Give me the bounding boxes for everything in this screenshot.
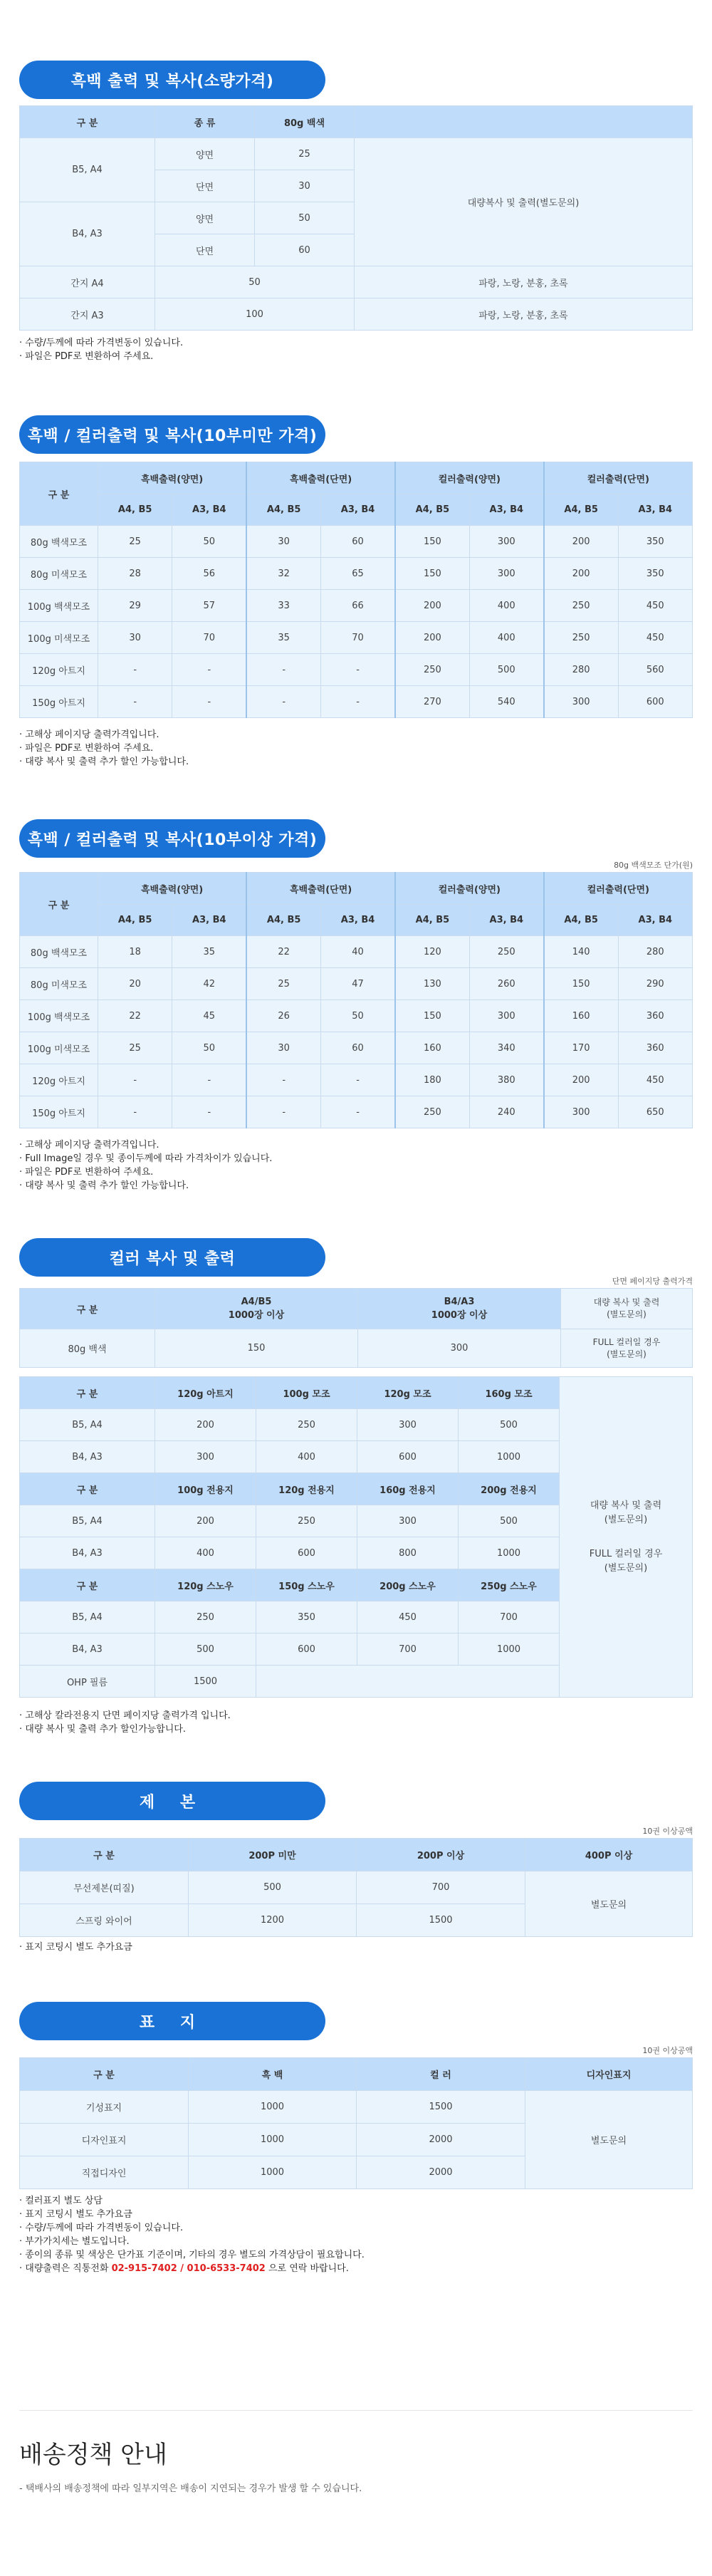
row-label: 직접디자인 bbox=[20, 2156, 189, 2189]
spacer bbox=[560, 1527, 692, 1547]
price-cell: 290 bbox=[618, 968, 692, 1000]
price-cell: 350 bbox=[618, 526, 692, 558]
price-cell: 380 bbox=[469, 1064, 543, 1096]
sub-header: A4, B5 bbox=[98, 494, 172, 526]
price-cell: - bbox=[172, 686, 246, 718]
price-cell: 360 bbox=[618, 1000, 692, 1032]
price-cell: 33 bbox=[246, 590, 320, 622]
section-title-over10: 흑백 / 컬러출력 및 복사(10부이상 가격) bbox=[19, 819, 325, 858]
unit-note: 단면 페이지당 출력가격 bbox=[612, 1277, 693, 1286]
col-header: 80g 백색 bbox=[255, 106, 355, 138]
price-cell: 360 bbox=[618, 1032, 692, 1064]
price-cell: 540 bbox=[469, 686, 543, 718]
price-cell: 35 bbox=[246, 622, 320, 654]
notes-sec2 bbox=[19, 728, 189, 769]
price-cell: 650 bbox=[618, 1096, 692, 1128]
col-header-line: 1000장 이상 bbox=[228, 1310, 285, 1321]
colors-cell: 파랑, 노랑, 분홍, 초록 bbox=[355, 266, 693, 298]
price-cell: - bbox=[321, 654, 395, 686]
price-cell: 250 bbox=[544, 590, 618, 622]
price-cell: 30 bbox=[246, 1032, 320, 1064]
price-cell: 65 bbox=[321, 558, 395, 590]
sub-header: A3, B4 bbox=[172, 494, 246, 526]
price-cell: 1000 bbox=[189, 2091, 357, 2124]
sub-header: A4, B5 bbox=[544, 494, 618, 526]
row-label: 150g 아트지 bbox=[20, 1096, 98, 1128]
price-cell: 57 bbox=[172, 590, 246, 622]
row-label: 120g 아트지 bbox=[20, 1064, 98, 1096]
bulk-note: 대량복사 및 출력(별도문의) bbox=[355, 138, 693, 266]
col-header: 120g 모조 bbox=[357, 1377, 459, 1409]
colors-cell: 파랑, 노랑, 분홍, 초록 bbox=[355, 298, 693, 331]
group-header: 흑백출력(양면) bbox=[98, 462, 247, 494]
price-cell: 22 bbox=[98, 1000, 172, 1032]
price-cell: 600 bbox=[357, 1441, 459, 1473]
price-cell: 450 bbox=[618, 622, 692, 654]
price-cell: 50 bbox=[172, 1032, 246, 1064]
group-header: 컬러출력(단면) bbox=[544, 873, 693, 905]
price-cell: 56 bbox=[172, 558, 246, 590]
col-header: 구 분 bbox=[20, 462, 98, 526]
sub-header: A3, B4 bbox=[172, 905, 246, 936]
note-line: · 파일은 PDF로 변환하여 주세요. bbox=[19, 351, 154, 362]
price-cell: 700 bbox=[459, 1601, 560, 1634]
price-cell: 2000 bbox=[357, 2124, 525, 2156]
group-header: 컬러출력(양면) bbox=[395, 873, 544, 905]
row-label: 100g 미색모조 bbox=[20, 1032, 98, 1064]
price-table-over10 bbox=[19, 872, 693, 1128]
col-header: 160g 전용지 bbox=[357, 1473, 459, 1505]
note-line: (별도문의) bbox=[607, 1349, 646, 1359]
sub-header: A3, B4 bbox=[321, 905, 395, 936]
row-label: B4, A3 bbox=[20, 1634, 155, 1666]
price-cell: 1000 bbox=[459, 1537, 560, 1569]
price-cell: 60 bbox=[255, 234, 355, 266]
sub-header: A3, B4 bbox=[469, 494, 543, 526]
price-cell: 250 bbox=[256, 1505, 357, 1537]
col-header: 구 분 bbox=[20, 106, 155, 138]
note-line: · 고해상 칼라전용지 단면 페이지당 출력가격 입니다. bbox=[19, 1710, 231, 1721]
price-cell: 350 bbox=[256, 1601, 357, 1634]
sub-header: A3, B4 bbox=[618, 494, 692, 526]
row-label: OHP 필름 bbox=[20, 1666, 155, 1698]
inquiry-cell: 별도문의 bbox=[525, 1871, 693, 1937]
sub-header: A4, B5 bbox=[395, 905, 469, 936]
price-cell: - bbox=[98, 686, 172, 718]
col-header-line: 1000장 이상 bbox=[431, 1310, 488, 1321]
group-header: 컬러출력(단면) bbox=[544, 462, 693, 494]
col-header: 200P 미만 bbox=[189, 1839, 357, 1871]
price-cell: 70 bbox=[321, 622, 395, 654]
price-cell: 500 bbox=[459, 1409, 560, 1441]
row-label: 100g 미색모조 bbox=[20, 622, 98, 654]
col-header: 100g 전용지 bbox=[155, 1473, 256, 1505]
section-title-under10: 흑백 / 컬러출력 및 복사(10부미만 가격) bbox=[19, 415, 325, 454]
notes-sec3 bbox=[19, 1138, 272, 1193]
price-cell: 47 bbox=[321, 968, 395, 1000]
price-cell: 800 bbox=[357, 1537, 459, 1569]
col-header bbox=[358, 1289, 561, 1329]
col-header: 400P 이상 bbox=[525, 1839, 693, 1871]
col-header: 160g 모조 bbox=[459, 1377, 560, 1409]
price-cell: 270 bbox=[395, 686, 469, 718]
price-cell: 70 bbox=[172, 622, 246, 654]
note-line: (별도문의) bbox=[607, 1309, 646, 1319]
row-label: B4, A3 bbox=[20, 1441, 155, 1473]
price-cell: 45 bbox=[172, 1000, 246, 1032]
price-cell: 60 bbox=[321, 526, 395, 558]
col-header: 흑 백 bbox=[189, 2058, 357, 2091]
note-line: (별도문의) bbox=[604, 1562, 648, 1574]
row-label: 100g 백색모조 bbox=[20, 1000, 98, 1032]
notes-sec6 bbox=[19, 2194, 365, 2275]
group-header: 흑백출력(단면) bbox=[246, 462, 395, 494]
note-line: · Full Image일 경우 및 종이두께에 따라 가격차이가 있습니다. bbox=[19, 1153, 273, 1164]
note-line: · 수량/두께에 따라 가격변동이 있습니다. bbox=[19, 338, 184, 348]
note-line: · 컬러표지 별도 상담 bbox=[19, 2196, 103, 2206]
price-cell: 700 bbox=[357, 1871, 525, 1904]
price-cell: 250 bbox=[155, 1601, 256, 1634]
price-table-under10 bbox=[19, 462, 693, 718]
group-header: 흑백출력(양면) bbox=[98, 873, 247, 905]
col-header: 150g 스노우 bbox=[256, 1569, 357, 1601]
row-label: 80g 백색 bbox=[20, 1329, 155, 1368]
group-header: 컬러출력(양면) bbox=[395, 462, 544, 494]
price-cell: 250 bbox=[256, 1409, 357, 1441]
row-label: 80g 백색모조 bbox=[20, 526, 98, 558]
empty-cell bbox=[256, 1666, 560, 1698]
price-cell: 600 bbox=[256, 1634, 357, 1666]
price-cell: 400 bbox=[256, 1441, 357, 1473]
row-label: 80g 백색모조 bbox=[20, 936, 98, 968]
price-cell: 300 bbox=[469, 1000, 543, 1032]
col-header: 120g 전용지 bbox=[256, 1473, 357, 1505]
price-cell: 1500 bbox=[357, 1904, 525, 1937]
col-header: 구 분 bbox=[20, 1839, 189, 1871]
price-cell: - bbox=[172, 1096, 246, 1128]
price-cell: 160 bbox=[395, 1032, 469, 1064]
row-label: 기성표지 bbox=[20, 2091, 189, 2124]
price-cell: 400 bbox=[469, 622, 543, 654]
col-header: 구 분 bbox=[20, 1569, 155, 1601]
price-cell: 120 bbox=[395, 936, 469, 968]
notes-sec4 bbox=[19, 1709, 231, 1736]
sub-header: A3, B4 bbox=[321, 494, 395, 526]
price-cell: 1500 bbox=[357, 2091, 525, 2124]
price-cell: 300 bbox=[544, 686, 618, 718]
price-cell: 18 bbox=[98, 936, 172, 968]
price-cell: 66 bbox=[321, 590, 395, 622]
price-cell: - bbox=[246, 1064, 320, 1096]
section-title-cover: 표 지 bbox=[19, 2002, 325, 2040]
price-cell: 150 bbox=[395, 1000, 469, 1032]
price-cell: 250 bbox=[469, 936, 543, 968]
sub-header: A3, B4 bbox=[618, 905, 692, 936]
col-header: 120g 아트지 bbox=[155, 1377, 256, 1409]
row-label: 디자인표지 bbox=[20, 2124, 189, 2156]
section-title-color: 컬러 복사 및 출력 bbox=[19, 1238, 325, 1277]
col-header: 120g 스노우 bbox=[155, 1569, 256, 1601]
price-cell: 200 bbox=[155, 1409, 256, 1441]
unit-note: 80g 백색모조 단가(원) bbox=[614, 861, 693, 870]
col-header: 200P 이상 bbox=[357, 1839, 525, 1871]
price-cell: 200 bbox=[155, 1505, 256, 1537]
price-cell: 200 bbox=[544, 558, 618, 590]
note-line: · 고해상 페이지당 출력가격입니다. bbox=[19, 1140, 159, 1151]
price-cell: 450 bbox=[618, 590, 692, 622]
col-header: 100g 모조 bbox=[256, 1377, 357, 1409]
side-cell: 단면 bbox=[155, 234, 255, 266]
col-header: 구 분 bbox=[20, 1377, 155, 1409]
note-suffix: 으로 연락 바랍니다. bbox=[265, 2263, 349, 2274]
price-cell: 60 bbox=[321, 1032, 395, 1064]
price-cell: 26 bbox=[246, 1000, 320, 1032]
side-cell: 양면 bbox=[155, 202, 255, 234]
row-label: B4, A3 bbox=[20, 202, 155, 266]
price-cell: - bbox=[172, 654, 246, 686]
price-cell: 500 bbox=[189, 1871, 357, 1904]
row-label: 무선제본(띠질) bbox=[20, 1871, 189, 1904]
note-line: · 파일은 PDF로 변환하여 주세요. bbox=[19, 743, 154, 754]
price-cell: - bbox=[98, 654, 172, 686]
price-cell: 400 bbox=[469, 590, 543, 622]
note-line: · 종이의 종류 및 색상은 단가표 기준이며, 기타의 경우 별도의 가격상담이 필요합니다. bbox=[19, 2250, 365, 2260]
price-cell: 450 bbox=[618, 1064, 692, 1096]
price-cell: 1000 bbox=[459, 1634, 560, 1666]
note-line: · 표지 코팅시 별도 추가요금 bbox=[19, 2209, 132, 2220]
price-cell: 150 bbox=[395, 526, 469, 558]
unit-note: 10권 이상공액 bbox=[642, 2046, 693, 2055]
row-label: B4, A3 bbox=[20, 1537, 155, 1569]
price-cell: 160 bbox=[544, 1000, 618, 1032]
row-label: B5, A4 bbox=[20, 1505, 155, 1537]
note-line: · 파일은 PDF로 변환하여 주세요. bbox=[19, 1167, 154, 1178]
price-cell: 50 bbox=[172, 526, 246, 558]
note-line: (별도문의) bbox=[604, 1514, 648, 1525]
inquiry-cell: 별도문의 bbox=[525, 2091, 693, 2189]
shipping-title: 배송정책 안내 bbox=[19, 2441, 167, 2469]
price-cell: 200 bbox=[395, 590, 469, 622]
price-cell: 100 bbox=[155, 298, 355, 331]
price-cell: - bbox=[246, 686, 320, 718]
price-cell: 280 bbox=[618, 936, 692, 968]
full-color-note bbox=[561, 1329, 693, 1368]
price-cell: 250 bbox=[544, 622, 618, 654]
bulk-inquiry-cell bbox=[560, 1377, 693, 1698]
price-cell: 200 bbox=[395, 622, 469, 654]
price-cell: 1000 bbox=[189, 2124, 357, 2156]
row-label: B5, A4 bbox=[20, 138, 155, 202]
shipping-text: - 택배사의 배송정책에 따라 일부지역은 배송이 지연되는 경우가 발생 할 수 있습니다. bbox=[19, 2483, 362, 2494]
price-cell: 240 bbox=[469, 1096, 543, 1128]
price-table-color-top bbox=[19, 1288, 693, 1368]
price-cell: - bbox=[98, 1064, 172, 1096]
price-cell: 260 bbox=[469, 968, 543, 1000]
price-cell: 140 bbox=[544, 936, 618, 968]
price-cell: 300 bbox=[469, 558, 543, 590]
col-header: 컬 러 bbox=[357, 2058, 525, 2091]
row-label: 120g 아트지 bbox=[20, 654, 98, 686]
price-cell: 130 bbox=[395, 968, 469, 1000]
price-cell: 30 bbox=[246, 526, 320, 558]
price-cell: 150 bbox=[544, 968, 618, 1000]
price-cell: - bbox=[246, 1096, 320, 1128]
price-cell: 560 bbox=[618, 654, 692, 686]
bulk-note bbox=[561, 1289, 693, 1329]
sub-header: A4, B5 bbox=[246, 494, 320, 526]
price-cell: 500 bbox=[469, 654, 543, 686]
side-cell: 양면 bbox=[155, 138, 255, 170]
price-cell: 250 bbox=[395, 654, 469, 686]
phone-number: 02-915-7402 / 010-6533-7402 bbox=[111, 2263, 266, 2274]
sub-header: A4, B5 bbox=[98, 905, 172, 936]
price-cell: 30 bbox=[255, 170, 355, 202]
price-cell: - bbox=[321, 686, 395, 718]
price-cell: 300 bbox=[357, 1409, 459, 1441]
section-title-bw-small: 흑백 출력 및 복사(소량가격) bbox=[19, 61, 325, 99]
price-cell: 350 bbox=[618, 558, 692, 590]
price-cell: 25 bbox=[98, 1032, 172, 1064]
sub-header: A4, B5 bbox=[544, 905, 618, 936]
col-header-empty bbox=[355, 106, 693, 138]
price-cell: 2000 bbox=[357, 2156, 525, 2189]
note-line: · 대량 복사 및 출력 추가 할인 가능합니다. bbox=[19, 757, 189, 767]
col-header: 종 류 bbox=[155, 106, 255, 138]
price-cell: 400 bbox=[155, 1537, 256, 1569]
price-cell: 25 bbox=[255, 138, 355, 170]
row-label: 80g 미색모조 bbox=[20, 968, 98, 1000]
notes-sec5 bbox=[19, 1941, 132, 1954]
note-line: FULL 컬러일 경우 bbox=[592, 1336, 661, 1347]
row-label: B5, A4 bbox=[20, 1601, 155, 1634]
unit-note: 10권 이상공액 bbox=[642, 1827, 693, 1836]
sub-header: A4, B5 bbox=[395, 494, 469, 526]
note-line: · 대량 복사 및 출력 추가 할인가능합니다. bbox=[19, 1724, 186, 1735]
price-cell: 500 bbox=[155, 1634, 256, 1666]
price-cell: 170 bbox=[544, 1032, 618, 1064]
note-line: FULL 컬러일 경우 bbox=[589, 1548, 663, 1559]
note-line: · 고해상 페이지당 출력가격입니다. bbox=[19, 729, 159, 740]
price-cell: 300 bbox=[358, 1329, 561, 1368]
price-cell: 300 bbox=[155, 1441, 256, 1473]
price-cell: 300 bbox=[357, 1505, 459, 1537]
price-cell: - bbox=[172, 1064, 246, 1096]
price-cell: 450 bbox=[357, 1601, 459, 1634]
price-cell: 700 bbox=[357, 1634, 459, 1666]
price-cell: 600 bbox=[618, 686, 692, 718]
price-cell: 22 bbox=[246, 936, 320, 968]
price-table-color-paper bbox=[19, 1376, 693, 1698]
row-label: 간지 A3 bbox=[20, 298, 155, 331]
price-cell: 1000 bbox=[189, 2156, 357, 2189]
col-header: 구 분 bbox=[20, 1473, 155, 1505]
price-cell: 32 bbox=[246, 558, 320, 590]
price-cell: 150 bbox=[155, 1329, 358, 1368]
note-line: · 부가가치세는 별도입니다. bbox=[19, 2236, 130, 2247]
price-cell: 25 bbox=[246, 968, 320, 1000]
price-cell: 50 bbox=[321, 1000, 395, 1032]
price-cell: 40 bbox=[321, 936, 395, 968]
price-cell: 35 bbox=[172, 936, 246, 968]
price-cell: - bbox=[321, 1096, 395, 1128]
price-cell: - bbox=[98, 1096, 172, 1128]
price-cell: 340 bbox=[469, 1032, 543, 1064]
col-header: 디자인표지 bbox=[525, 2058, 693, 2091]
price-cell: 300 bbox=[544, 1096, 618, 1128]
price-cell: 50 bbox=[255, 202, 355, 234]
price-cell: - bbox=[246, 654, 320, 686]
row-label: 100g 백색모조 bbox=[20, 590, 98, 622]
price-table-binding bbox=[19, 1838, 693, 1937]
price-cell: 250 bbox=[395, 1096, 469, 1128]
col-header-line: A4/B5 bbox=[241, 1297, 272, 1307]
row-label: 80g 미색모조 bbox=[20, 558, 98, 590]
price-cell: 42 bbox=[172, 968, 246, 1000]
note-line: · 표지 코팅시 별도 추가요금 bbox=[19, 1942, 132, 1953]
note-line-contact bbox=[19, 2262, 365, 2275]
note-line: 대량 복사 및 출력 bbox=[593, 1297, 660, 1307]
price-cell: 300 bbox=[469, 526, 543, 558]
price-cell: 20 bbox=[98, 968, 172, 1000]
price-cell: 200 bbox=[544, 1064, 618, 1096]
price-cell: 25 bbox=[98, 526, 172, 558]
col-header-line: B4/A3 bbox=[444, 1297, 475, 1307]
price-cell: 1000 bbox=[459, 1441, 560, 1473]
price-cell: 50 bbox=[155, 266, 355, 298]
price-cell: 30 bbox=[98, 622, 172, 654]
row-label: 간지 A4 bbox=[20, 266, 155, 298]
note-line: · 대량 복사 및 출력 추가 할인 가능합니다. bbox=[19, 1180, 189, 1191]
price-cell: 180 bbox=[395, 1064, 469, 1096]
price-cell: 280 bbox=[544, 654, 618, 686]
price-cell: 150 bbox=[395, 558, 469, 590]
row-label: 스프링 와이어 bbox=[20, 1904, 189, 1937]
section-title-binding: 제 본 bbox=[19, 1782, 325, 1820]
notes-sec1 bbox=[19, 336, 183, 363]
side-cell: 단면 bbox=[155, 170, 255, 202]
price-cell: 600 bbox=[256, 1537, 357, 1569]
price-table-bw-small bbox=[19, 105, 693, 331]
price-cell: 200 bbox=[544, 526, 618, 558]
col-header bbox=[155, 1289, 358, 1329]
note-line: · 수량/두께에 따라 가격변동이 있습니다. bbox=[19, 2223, 184, 2233]
row-label: 150g 아트지 bbox=[20, 686, 98, 718]
sub-header: A4, B5 bbox=[246, 905, 320, 936]
col-header: 200g 스노우 bbox=[357, 1569, 459, 1601]
price-cell: 500 bbox=[459, 1505, 560, 1537]
row-label: B5, A4 bbox=[20, 1409, 155, 1441]
col-header: 구 분 bbox=[20, 873, 98, 936]
price-cell: - bbox=[321, 1064, 395, 1096]
group-header: 흑백출력(단면) bbox=[246, 873, 395, 905]
sub-header: A3, B4 bbox=[469, 905, 543, 936]
price-cell: 1500 bbox=[155, 1666, 256, 1698]
price-cell: 28 bbox=[98, 558, 172, 590]
note-line: 대량 복사 및 출력 bbox=[590, 1500, 662, 1511]
price-cell: 1200 bbox=[189, 1904, 357, 1937]
price-table-cover bbox=[19, 2057, 693, 2189]
col-header: 250g 스노우 bbox=[459, 1569, 560, 1601]
col-header: 구 분 bbox=[20, 1289, 155, 1329]
divider bbox=[19, 2410, 693, 2411]
col-header: 200g 전용지 bbox=[459, 1473, 560, 1505]
col-header: 구 분 bbox=[20, 2058, 189, 2091]
note-prefix: · 대량출력은 직통전화 bbox=[19, 2263, 112, 2274]
price-cell: 29 bbox=[98, 590, 172, 622]
